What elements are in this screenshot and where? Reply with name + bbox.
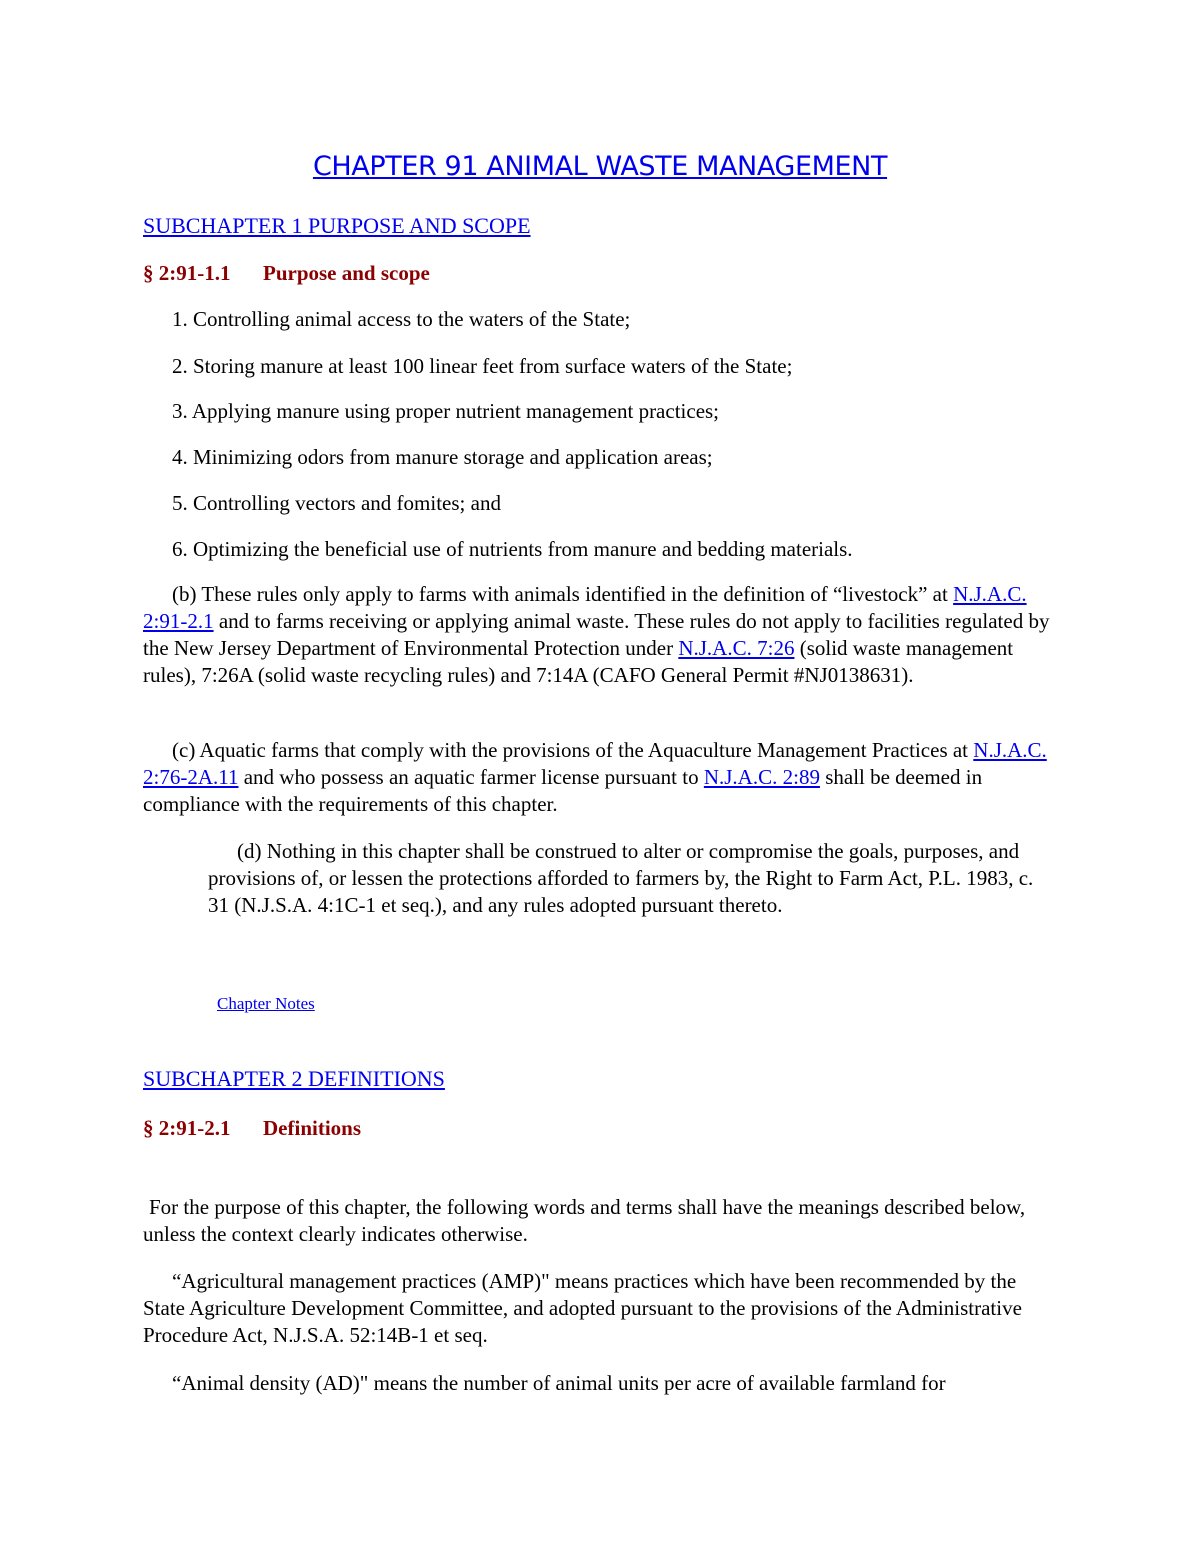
list-item: 1. Controlling animal access to the waters of the State; bbox=[172, 307, 631, 331]
section-number: § 2:91-2.1 bbox=[143, 1116, 231, 1140]
definitions-intro: For the purpose of this chapter, the following words and terms shall have the meanings described below, unless the context clearly indicates otherwise. bbox=[143, 1195, 1026, 1246]
definition-amp: “Agricultural management practices (AMP)" means practices which have been recommended by the State Agriculture Development Committee, and adopted pursuant to the provisions of the Administrative Procedure Act, N.J.S.A. 52:14B-1 et seq. bbox=[143, 1269, 1022, 1347]
list-item: 4. Minimizing odors from manure storage and application areas; bbox=[172, 445, 713, 469]
section-heading-purpose bbox=[143, 260, 430, 287]
subchapter-1-link[interactable]: SUBCHAPTER 1 PURPOSE AND SCOPE bbox=[143, 213, 531, 238]
paragraph-c: (c) Aquatic farms that comply with the provisions of the Aquaculture Management Practices at N.J.A.C. 2:76-2A.11 and who possess an aquatic farmer license pursuant to N.J.A.C. 2:89 shall be deemed in compliance with the requirements of this chapter. bbox=[143, 738, 1047, 816]
list-item: 6. Optimizing the beneficial use of nutrients from manure and bedding materials. bbox=[172, 537, 853, 561]
section-heading-definitions bbox=[143, 1115, 361, 1142]
paragraph-b: (b) These rules only apply to farms with animals identified in the definition of “livestock” at N.J.A.C. 2:91-2.1 and to farms receiving or applying animal waste. These rules do not apply to facilities regulated by the New Jersey Department of Environmental Protection under N.J.A.C. 7:26 (solid waste management rules), 7:26A (solid waste recycling rules) and 7:14A (CAFO General Permit #NJ0138631). bbox=[143, 582, 1050, 687]
list-item: 2. Storing manure at least 100 linear feet from surface waters of the State; bbox=[172, 354, 793, 378]
njac-2-89-link[interactable]: N.J.A.C. 2:89 bbox=[703, 765, 820, 789]
njac-2-91-2-1-link[interactable]: N.J.A.C. 2:91-2.1 bbox=[143, 582, 1027, 633]
njac-7-26-link[interactable]: N.J.A.C. 7:26 bbox=[678, 636, 795, 660]
list-item: 3. Applying manure using proper nutrient management practices; bbox=[172, 399, 720, 423]
section-title: Purpose and scope bbox=[263, 261, 430, 285]
list-item: 5. Controlling vectors and fomites; and bbox=[172, 491, 501, 515]
paragraph-d: (d) Nothing in this chapter shall be construed to alter or compromise the goals, purposes, and provisions of, or lessen the protections afforded to farmers by, the Right to Farm Act, P.L. 1983, c. 31 (N.J.S.A. 4:1C-1 et seq.), and any rules adopted pursuant thereto. bbox=[208, 839, 1034, 917]
section-number: § 2:91-1.1 bbox=[143, 261, 231, 285]
section-title: Definitions bbox=[263, 1116, 362, 1140]
njac-2-76-2a-11-link[interactable]: N.J.A.C. 2:76-2A.11 bbox=[143, 738, 1047, 789]
chapter-notes-link[interactable]: Chapter Notes bbox=[217, 994, 315, 1013]
chapter-title-link[interactable]: CHAPTER 91 ANIMAL WASTE MANAGEMENT bbox=[312, 151, 888, 182]
subchapter-2-link[interactable]: SUBCHAPTER 2 DEFINITIONS bbox=[143, 1066, 445, 1091]
definition-animal-density: “Animal density (AD)" means the number of animal units per acre of available farmland for bbox=[172, 1371, 946, 1395]
